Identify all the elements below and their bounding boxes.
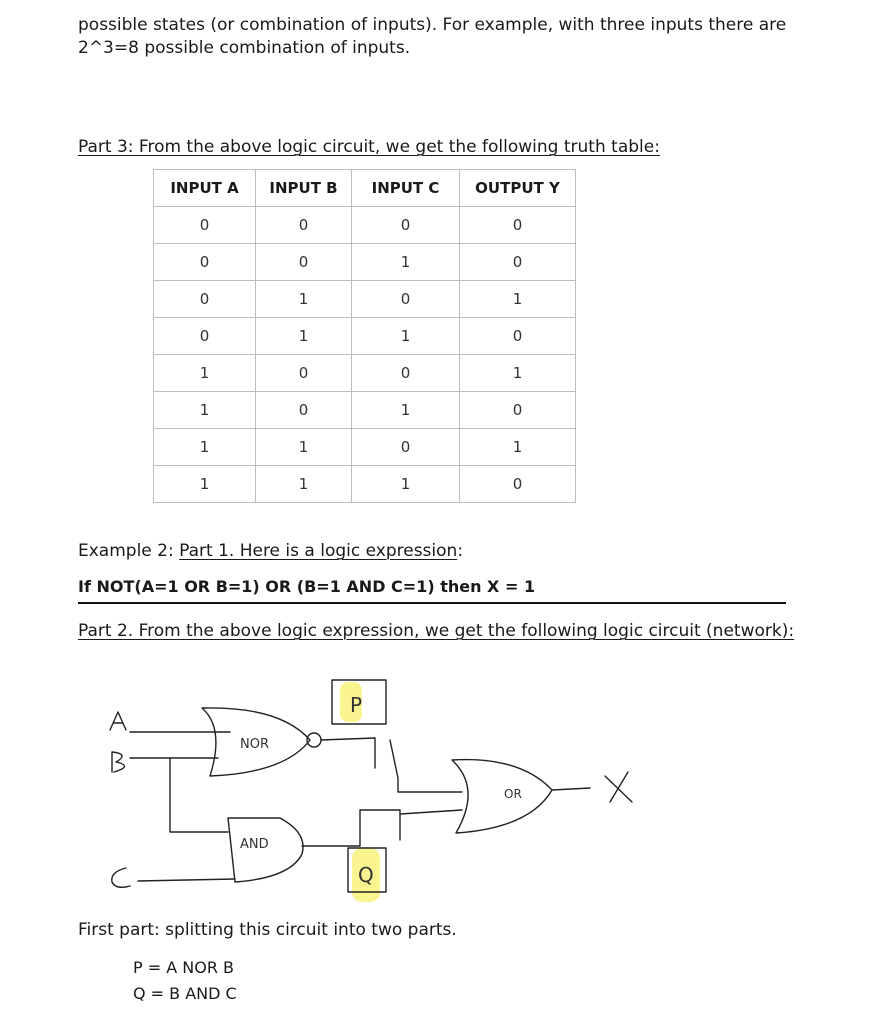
header-input-c: INPUT C [352,170,460,207]
cell: 1 [256,281,352,318]
intro-line-1: possible states (or combination of inputs). For example, with three inputs there are [78,15,787,35]
cell: 0 [460,466,576,503]
p-label: P [350,693,363,717]
wire-p-2 [390,740,462,792]
logic-expression: If NOT(A=1 OR B=1) OR (B=1 AND C=1) then X = 1 [78,577,786,604]
cell: 0 [256,392,352,429]
table-row [154,355,576,392]
cell: 1 [256,318,352,355]
cell: 0 [154,318,256,355]
cell: 1 [460,281,576,318]
table-row [154,429,576,466]
header-input-b: INPUT B [256,170,352,207]
cell: 1 [154,355,256,392]
cell: 0 [154,207,256,244]
cell: 0 [352,207,460,244]
wire-p [321,738,375,768]
output-x-mark [605,772,632,802]
intro-paragraph [78,14,798,60]
q-label: Q [358,863,374,887]
table-row [154,244,576,281]
cell: 1 [352,244,460,281]
cell: 0 [256,355,352,392]
equation-p: P = A NOR B [133,958,234,977]
cell: 1 [154,392,256,429]
table-row [154,466,576,503]
wire-q [302,810,400,846]
cell: 1 [154,466,256,503]
cell: 1 [256,429,352,466]
cell: 1 [460,429,576,466]
cell: 1 [352,392,460,429]
nor-label: NOR [240,737,269,752]
cell: 0 [460,318,576,355]
input-c-label: C [92,894,100,907]
letter-b [112,752,125,772]
wire-q-2 [400,810,462,814]
cell: 0 [352,281,460,318]
or-gate [452,760,552,833]
truth-table-header-row [154,170,576,207]
wire-c [138,879,235,881]
cell: 1 [256,466,352,503]
cell: 0 [256,244,352,281]
or-label: OR [504,787,522,801]
cell: 0 [460,392,576,429]
input-a-label: A [92,686,100,699]
example2-suffix: : [457,541,464,561]
cell: 1 [352,466,460,503]
cell: 0 [352,429,460,466]
cell: 0 [256,207,352,244]
truth-table [153,169,576,503]
wire-b-branch [170,758,228,832]
table-row [154,318,576,355]
example2-part1: Part 1. Here is a logic expression [179,541,458,561]
example2-heading [78,540,798,563]
and-label: AND [240,837,269,852]
cell: 0 [460,244,576,281]
logic-circuit-drawing [90,668,670,913]
cell: 0 [154,244,256,281]
cell: 0 [352,355,460,392]
first-part-text: First part: splitting this circuit into two parts. [78,920,457,940]
input-b-label: B [92,778,100,791]
equation-q: Q = B AND C [133,984,237,1003]
letter-c [112,868,130,887]
header-output-y: OUTPUT Y [460,170,576,207]
cell: 0 [154,281,256,318]
part3-heading: Part 3: From the above logic circuit, we get the following truth table: [78,137,660,157]
table-row [154,207,576,244]
intro-line-2: 2^3=8 possible combination of inputs. [78,38,411,58]
example2-prefix: Example 2: [78,541,180,561]
cell: 1 [352,318,460,355]
header-input-a: INPUT A [154,170,256,207]
output-x-label: X [650,808,658,821]
cell: 1 [460,355,576,392]
table-row [154,281,576,318]
table-row [154,392,576,429]
letter-a [110,712,126,730]
cell: 1 [154,429,256,466]
part2-heading: Part 2. From the above logic expression, we get the following logic circuit (network): [78,621,795,641]
wire-x [552,788,590,790]
cell: 0 [460,207,576,244]
